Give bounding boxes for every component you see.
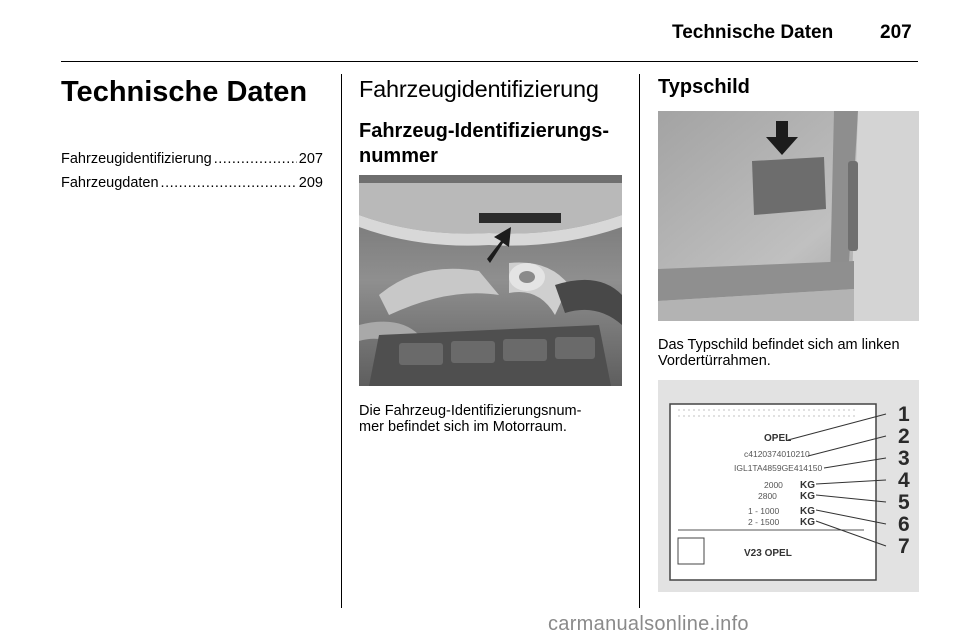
header-divider xyxy=(61,61,918,62)
page-number: 207 xyxy=(880,22,912,43)
plate-callout-6: 6 xyxy=(898,513,910,536)
running-header-title: Technische Daten xyxy=(672,22,834,43)
toc-entry-page: 207 xyxy=(298,151,323,167)
toc-leader-dots xyxy=(214,151,297,167)
plate-weight-2: 2800 xyxy=(758,491,777,501)
plate-unit-4: KG xyxy=(800,517,815,528)
plate-unit-2: KG xyxy=(800,491,815,502)
toc-entry-vehicle-data[interactable] xyxy=(61,175,323,191)
plate-footer: V23 OPEL xyxy=(744,548,792,559)
plate-callout-1: 1 xyxy=(898,403,910,426)
typschild-title: Typschild xyxy=(658,76,750,98)
plate-callout-5: 5 xyxy=(898,491,910,514)
chapter-title: Technische Daten xyxy=(61,76,308,108)
engine-caption-line-1: Die Fahrzeug-Identifizierungsnum- xyxy=(359,403,582,419)
toc-leader-dots xyxy=(161,175,297,191)
section-title: Fahrzeugidentifizierung xyxy=(359,76,599,102)
engine-caption-line-2: mer befindet sich im Motorraum. xyxy=(359,419,567,435)
plate-unit-1: KG xyxy=(800,480,815,491)
subsection-title-line-2: nummer xyxy=(359,145,438,167)
plate-code-1: c4120374010210 xyxy=(744,449,810,459)
plate-callout-3: 3 xyxy=(898,447,910,470)
plate-weight-4: 2 - 1500 xyxy=(748,517,780,527)
door-frame-photo xyxy=(658,111,919,321)
subsection-title-line-1: Fahrzeug-Identifizierungs- xyxy=(359,120,609,142)
plate-callout-4: 4 xyxy=(898,469,910,492)
toc-entry-label: Fahrzeugidentifizierung xyxy=(61,151,212,167)
toc-entry-label: Fahrzeugdaten xyxy=(61,175,159,191)
plate-weight-3: 1 - 1000 xyxy=(748,506,780,516)
site-watermark: carmanualsonline.info xyxy=(548,613,749,635)
plate-brand: OPEL xyxy=(764,433,792,444)
plate-unit-3: KG xyxy=(800,506,815,517)
column-divider-left xyxy=(341,74,342,608)
type-plate-diagram xyxy=(658,380,919,592)
plate-callout-7: 7 xyxy=(898,535,910,558)
engine-bay-photo xyxy=(359,175,622,386)
typschild-caption-line-1: Das Typschild befindet sich am linken xyxy=(658,337,900,353)
column-divider-right xyxy=(639,74,640,608)
plate-code-2: IGL1TA4859GE414150 xyxy=(734,463,823,473)
toc-entry-vehicle-identification[interactable] xyxy=(61,151,323,167)
toc-entry-page: 209 xyxy=(298,175,323,191)
plate-callout-2: 2 xyxy=(898,425,910,448)
plate-weight-1: 2000 xyxy=(764,480,783,490)
typschild-caption-line-2: Vordertürrahmen. xyxy=(658,353,771,369)
